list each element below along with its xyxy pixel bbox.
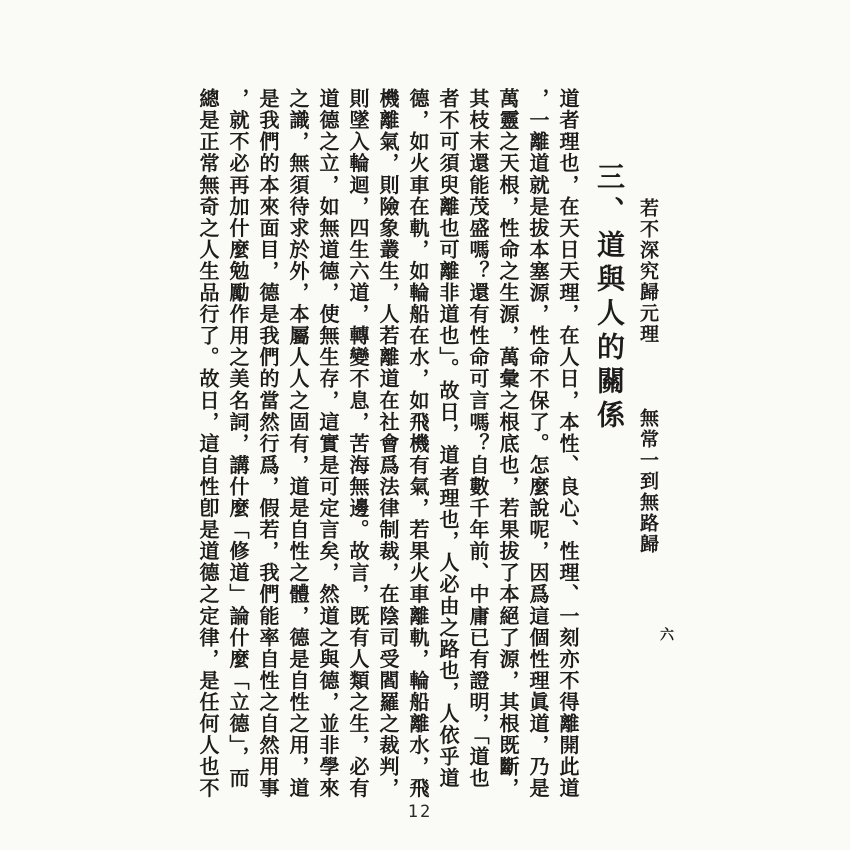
body-column: 道者理也，在天日天理，在人日，本性、良心、性理、一刻亦不得離開此道: [556, 88, 578, 800]
page-number: 12: [407, 802, 433, 822]
body-column: 者不可須臾離也可離非道也」。故日，道者理也，人必由之路也，人依乎道: [436, 88, 458, 790]
body-column: 總是正常無奇之人生品行了。故日，這自性卽是道德之定律，是任何人也不: [196, 88, 218, 800]
section-title: 三、道與人的關係: [593, 162, 624, 434]
body-column: 道德之立，如無道德，使無生存，這實是可定言矣，然道之與德，並非學來: [316, 88, 338, 800]
body-column: 之識，無須待求於外，本屬人人之固有，道是自性之體，德是自性之用，道: [286, 88, 308, 800]
body-column: 是我們的本來面目，德是我們的當然行爲，假若，我們能率自性之自然用事: [256, 88, 278, 800]
margin-couplet-line2: 無常一到無路歸: [637, 408, 658, 555]
body-column: 萬靈之天根，性命之生源，萬彙之根底也，若果拔了本絕了源，其根既斷，: [496, 88, 518, 800]
body-column: ，就不必再加什麼勉勵作用之美名詞，講什麼「修道」論什麼「立德」，而: [226, 88, 248, 790]
body-column: 則墜入輪迴，四生六道，轉變不息，苦海無邊。故言，既有人類之生，必有: [346, 88, 368, 800]
body-column: ，一離道就是拔本塞源，性命不保了。怎麼說呢，因爲這個性理眞道，乃是: [526, 88, 548, 800]
body-text-block: [192, 88, 582, 804]
body-column: 其枝末還能茂盛嗎？還有性命可言嗎？自數千年前、中庸已有證明，「道也: [466, 88, 488, 790]
margin-chapter-marker: 六: [658, 627, 673, 641]
body-column: 德，如火車在軌，如輪船在水，如飛機有氣，若果火車離軌，輪船離水，飛: [406, 88, 428, 800]
margin-couplet-line1: 若不深究歸元理: [637, 198, 658, 345]
body-column: 機離氣，則險象叢生，人若離道在社會爲法律制裁，在陰司受閻羅之裁判，: [376, 88, 398, 800]
